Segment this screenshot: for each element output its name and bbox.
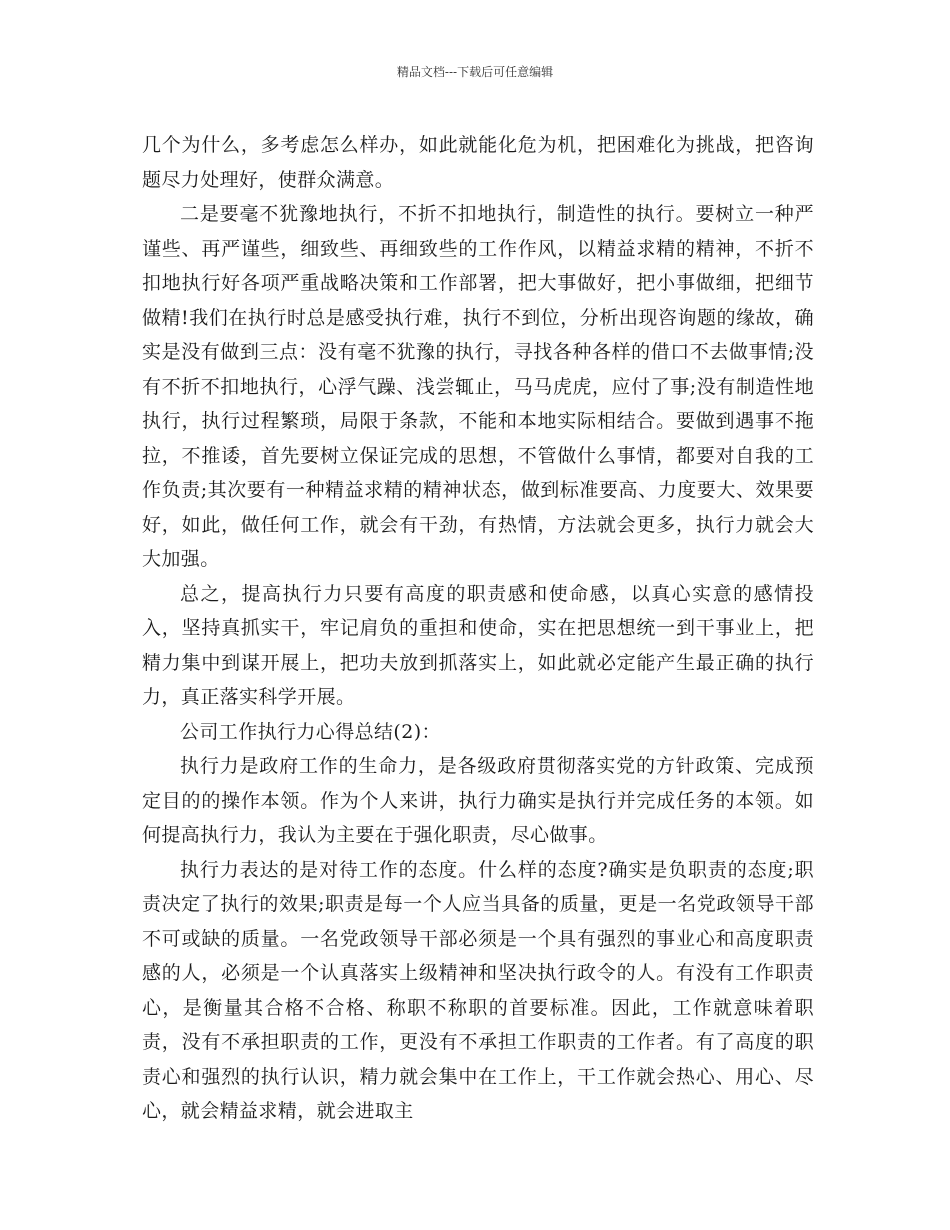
document-body	[142, 128, 814, 1129]
paragraph: 执行力是政府工作的生命力，是各级政府贯彻落实党的方针政策、完成预定目的的操作本领。作为个人来讲，执行力确实是执行并完成任务的本领。如何提高执行力，我认为主要在于强化职责，尽心做事。	[142, 755, 814, 846]
paragraph: 二是要毫不犹豫地执行，不折不扣地执行，制造性的执行。要树立一种严谨些、再严谨些，细致些、再细致些的工作作风，以精益求精的精神，不折不扣地执行好各项严重战略决策和工作部署，把大事做好，把小事做细，把细节做精!我们在执行时总是感受执行难，执行不到位，分析出现咨询题的缘故，确实是没有做到三点：没有毫不犹豫的执行，寻找各种各样的借口不去做事情;没有不折不扣地执行，心浮气躁、浅尝辄止，马马虎虎，应付了事;没有制造性地执行，执行过程繁琐，局限于条款，不能和本地实际相结合。要做到遇事不拖拉，不推诿，首先要树立保证完成的思想，不管做什么事情，都要对自我的工作负责;其次要有一种精益求精的精神状态，做到标准要高、力度要大、效果要好，如此，做任何工作，就会有干劲，有热情，方法就会更多，执行力就会大大加强。	[142, 203, 814, 570]
paragraph: 总之，提高执行力只要有高度的职责感和使命感，以真心实意的感情投入，坚持真抓实干，牢记肩负的重担和使命，实在把思想统一到干事业上，把精力集中到谋开展上，把功夫放到抓落实上，如此就必定能产生最正确的执行力，真正落实科学开展。	[142, 582, 814, 708]
section-heading: 公司工作执行力心得总结(2)：	[180, 720, 441, 743]
page-header: 精品文档---下载后可任意编辑	[396, 65, 554, 79]
paragraph: 执行力表达的是对待工作的态度。什么样的态度?确实是负职责的态度;职责决定了执行的效果;职责是每一个人应当具备的质量，更是一名党政领导干部不可或缺的质量。一名党政领导干部必须是一个具有强烈的事业心和高度职责感的人，必须是一个认真落实上级精神和坚决执行政令的人。有没有工作职责心，是衡量其合格不合格、称职不称职的首要标准。因此，工作就意味着职责，没有不承担职责的工作，更没有不承担工作职责的工作者。有了高度的职责心和强烈的执行认识，精力就会集中在工作上，干工作就会热心、用心、尽心，就会精益求精，就会进取主	[142, 858, 814, 1122]
paragraph: 几个为什么，多考虑怎么样办，如此就能化危为机，把困难化为挑战，把咨询题尽力处理好，使群众满意。	[142, 134, 814, 191]
